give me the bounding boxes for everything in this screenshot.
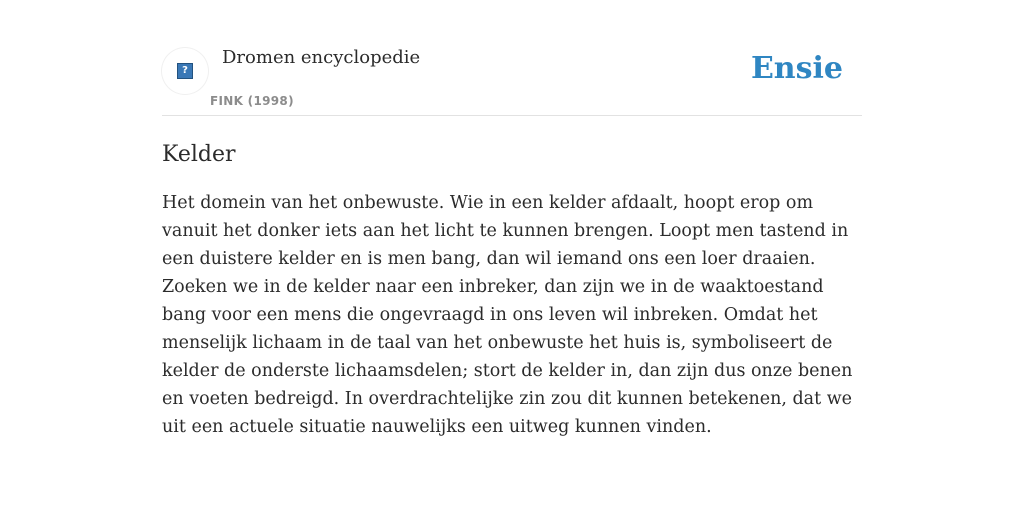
entry-body: Het domein van het onbewuste. Wie in een kelder afdaalt, hoopt erop om vanuit het donker iets aan het licht te kunnen brengen. Loopt men tastend in een duistere kelder en is men bang, dan wil iemand ons een loer draaien. Zoeken we in de kelder naar een inbreker, dan zijn we in de waaktoestand bang voor een mens die ongevraagd in ons leven wil inbreken. Omdat het menselijk lichaam in de taal van het onbewuste het huis is, symboliseert de kelder de onderste lichaamsdelen; stort de kelder in, dan zijn dus onze benen en voeten bedreigd. In overdrachtelijke zin zou dit kunnen betekenen, dat we uit een actuele situatie nauwelijks een uitweg kunnen vinden. xyxy=(162,193,853,437)
book-title[interactable]: Dromen encyclopedie xyxy=(222,47,421,68)
entry-card xyxy=(162,44,862,441)
book-thumbnail[interactable] xyxy=(162,48,208,94)
brand-logo[interactable]: Ensie xyxy=(750,51,843,86)
question-book-icon: ? xyxy=(177,63,193,79)
book-source: FINK (1998) xyxy=(210,94,294,108)
entry-header xyxy=(162,44,862,116)
entry-title: Kelder xyxy=(162,142,236,167)
